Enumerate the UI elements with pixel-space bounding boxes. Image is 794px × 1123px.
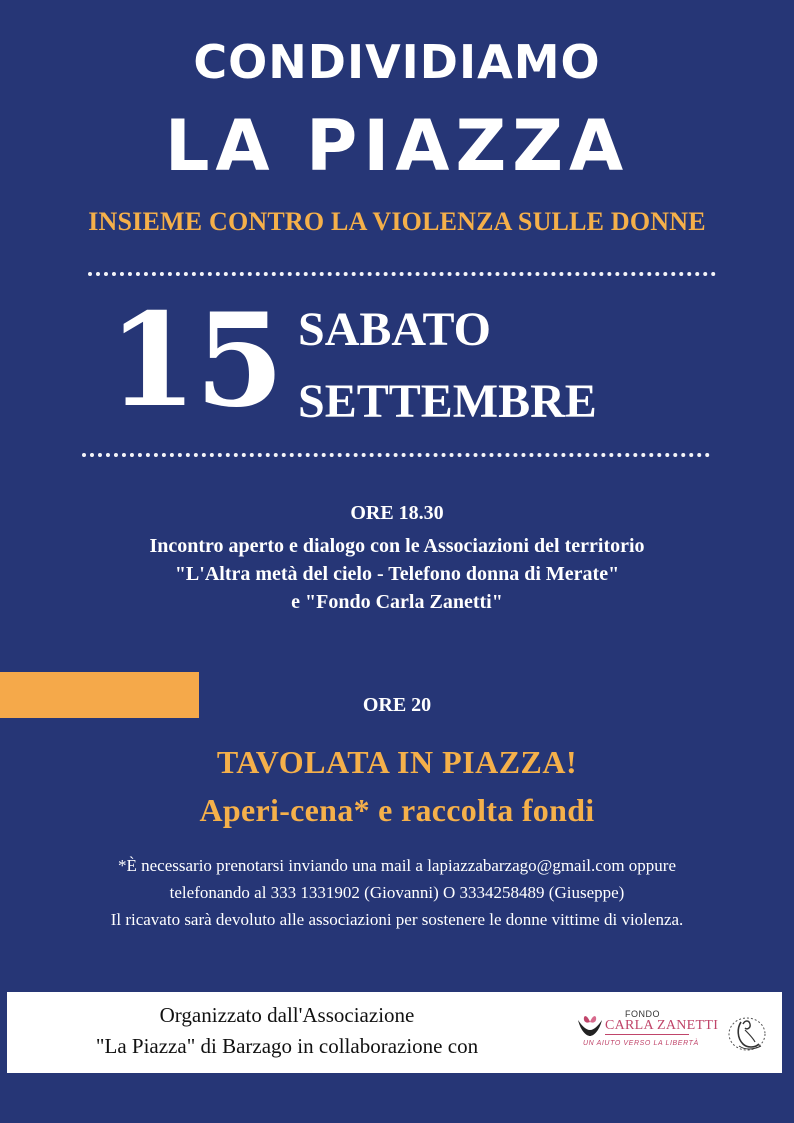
first-event-line: "L'Altra metà del cielo - Telefono donna di Merate" xyxy=(174,563,620,585)
logo-underline xyxy=(605,1034,689,1035)
logo-label-small: FONDO xyxy=(625,1009,660,1019)
fondo-carla-zanetti-logo xyxy=(567,1002,719,1062)
title-line-2: LA PIAZZA xyxy=(164,105,630,187)
first-event-line: Incontro aperto e dialogo con le Associazioni del territorio xyxy=(149,535,645,557)
second-event-time: ORE 20 xyxy=(362,694,432,716)
logo-label-name: CARLA ZANETTI xyxy=(605,1018,719,1033)
second-event-headline: TAVOLATA IN PIAZZA! xyxy=(216,744,578,780)
organizer-text xyxy=(27,1000,547,1062)
dotted-divider-bottom xyxy=(82,453,710,457)
woman-figure-icon xyxy=(719,998,775,1066)
subtitle: INSIEME CONTRO LA VIOLENZA SULLE DONNE xyxy=(88,207,706,236)
second-event-subheadline: Aperi-cena* e raccolta fondi xyxy=(199,792,595,828)
logo-tagline: UN AIUTO VERSO LA LIBERTÀ xyxy=(583,1040,699,1047)
booking-note-line: *È necessario prenotarsi inviando una mail a lapiazzabarzago@gmail.com oppure xyxy=(117,856,677,875)
dotted-divider-top xyxy=(88,272,716,276)
event-day-number: 15 xyxy=(108,286,283,436)
association-emblem-logo xyxy=(719,998,775,1066)
first-event-time: ORE 18.30 xyxy=(350,502,444,524)
first-event-description xyxy=(0,532,794,616)
booking-note xyxy=(0,852,794,933)
event-weekday: SABATO xyxy=(298,303,491,356)
title-line-1: CONDIVIDIAMO xyxy=(193,35,601,89)
booking-note-line: telefonando al 333 1331902 (Giovanni) O 3334258489 (Giuseppe) xyxy=(169,883,625,902)
organizer-line: "La Piazza" di Barzago in collaborazione con xyxy=(95,1034,479,1058)
organizer-line: Organizzato dall'Associazione xyxy=(159,1003,415,1027)
event-month: SETTEMBRE xyxy=(298,375,597,428)
organizer-footer xyxy=(7,992,782,1073)
first-event-line: e "Fondo Carla Zanetti" xyxy=(291,591,503,613)
butterfly-hands-icon xyxy=(575,1010,605,1040)
booking-note-line: Il ricavato sarà devoluto alle associazioni per sostenere le donne vittime di violenza. xyxy=(110,910,684,929)
